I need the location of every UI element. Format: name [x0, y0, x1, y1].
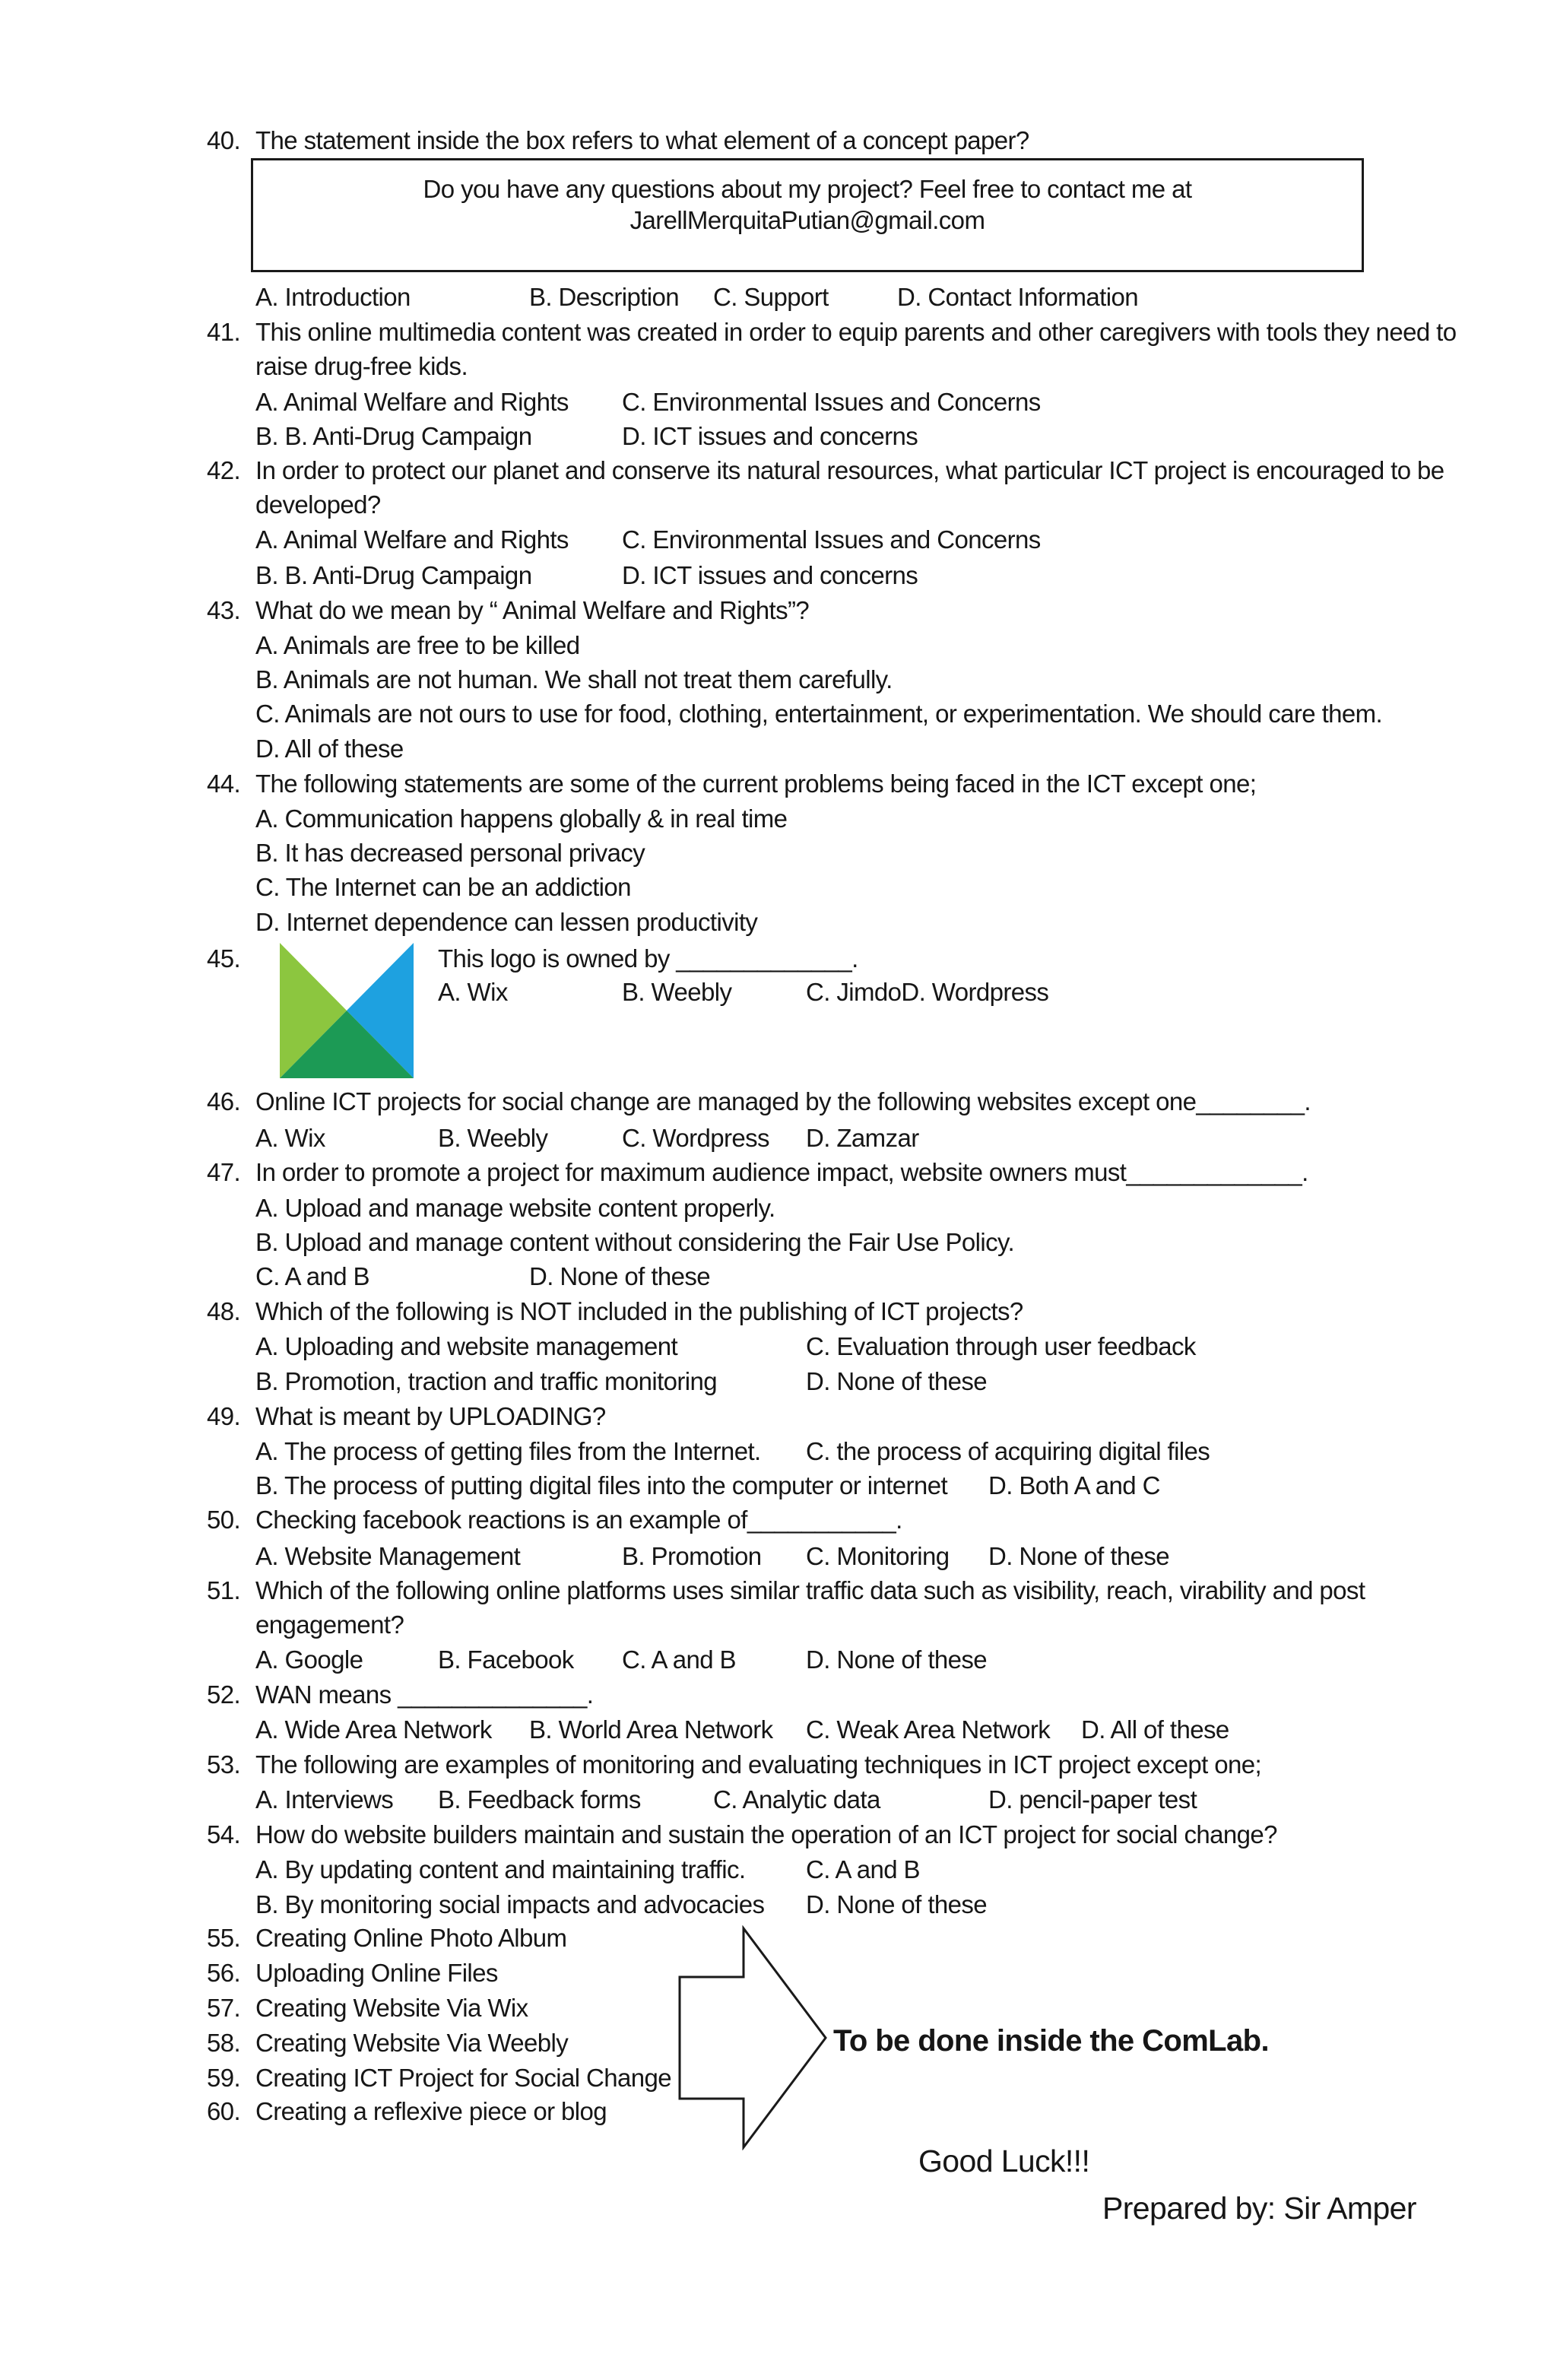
q47-option-d: D. None of these [529, 1262, 711, 1290]
q54-option-b: B. By monitoring social impacts and advocacies [255, 1890, 765, 1918]
q48-question: Which of the following is NOT included in the publishing of ICT projects? [255, 1297, 1023, 1325]
q42-question-line1: In order to protect our planet and conserve its natural resources, what particular ICT project is encouraged to be [255, 456, 1444, 484]
task-number: 59. [207, 2064, 241, 2092]
q54-option-a: A. By updating content and maintaining traffic. [255, 1855, 746, 1883]
q46-option-a: A. Wix [255, 1124, 325, 1152]
q53-option-c: C. Analytic data [713, 1785, 880, 1814]
q43-option-d: D. All of these [255, 735, 404, 763]
q44-option-b: B. It has decreased personal privacy [255, 839, 645, 867]
task-item: Creating Online Photo Album [255, 1924, 567, 1952]
q48-option-d: D. None of these [806, 1367, 988, 1395]
q52-number: 52. [207, 1680, 241, 1709]
q43-option-a: A. Animals are free to be killed [255, 631, 580, 659]
q46-question: Online ICT projects for social change are managed by the following websites except one________. [255, 1087, 1311, 1115]
q42-option-d: D. ICT issues and concerns [622, 561, 918, 589]
q50-option-a: A. Website Management [255, 1542, 521, 1570]
q45-question: This logo is owned by _____________. [438, 944, 858, 973]
q44-option-c: C. The Internet can be an addiction [255, 873, 631, 901]
task-number: 60. [207, 2097, 241, 2125]
q47-option-c: C. A and B [255, 1262, 369, 1290]
q42-question-line2: developed? [255, 490, 381, 519]
q42-option-c: C. Environmental Issues and Concerns [622, 525, 1041, 554]
task-item: Creating Website Via Weebly [255, 2029, 569, 2057]
q51-option-d: D. None of these [806, 1645, 988, 1674]
q41-option-d: D. ICT issues and concerns [622, 422, 918, 450]
q54-number: 54. [207, 1820, 241, 1848]
q50-option-d: D. None of these [988, 1542, 1170, 1570]
q52-option-b: B. World Area Network [529, 1715, 773, 1744]
q46-option-b: B. Weebly [438, 1124, 548, 1152]
q48-number: 48. [207, 1297, 241, 1325]
q44-question: The following statements are some of the current problems being faced in the ICT except one; [255, 770, 1257, 798]
q49-option-a: A. The process of getting files from the Internet. [255, 1437, 761, 1465]
q45-option-a: A. Wix [438, 978, 508, 1006]
q54-option-d: D. None of these [806, 1890, 988, 1918]
q53-question: The following are examples of monitoring and evaluating techniques in ICT project except one; [255, 1750, 1262, 1779]
q40-option-b: B. Description [529, 283, 680, 311]
q52-option-a: A. Wide Area Network [255, 1715, 492, 1744]
q41-number: 41. [207, 318, 241, 346]
prepared-by: Prepared by: Sir Amper [1102, 2191, 1416, 2226]
q43-option-c: C. Animals are not ours to use for food, clothing, entertainment, or experimentation. We should care them. [255, 700, 1383, 728]
q49-option-c: C. the process of acquiring digital files [806, 1437, 1210, 1465]
q44-number: 44. [207, 770, 241, 798]
q48-option-c: C. Evaluation through user feedback [806, 1332, 1196, 1360]
task-item: Uploading Online Files [255, 1959, 498, 1987]
q47-option-b: B. Upload and manage content without considering the Fair Use Policy. [255, 1228, 1015, 1256]
q51-option-b: B. Facebook [438, 1645, 574, 1674]
q46-option-c: C. Wordpress [622, 1124, 769, 1152]
q41-option-c: C. Environmental Issues and Concerns [622, 388, 1041, 416]
q44-option-d: D. Internet dependence can lessen productivity [255, 908, 758, 936]
q51-number: 51. [207, 1576, 241, 1604]
q52-option-d: D. All of these [1081, 1715, 1229, 1744]
q53-option-b: B. Feedback forms [438, 1785, 641, 1814]
q52-option-c: C. Weak Area Network [806, 1715, 1051, 1744]
q53-option-d: D. pencil-paper test [988, 1785, 1197, 1814]
q41-option-b: B. B. Anti-Drug Campaign [255, 422, 532, 450]
q54-question: How do website builders maintain and sustain the operation of an ICT project for social change? [255, 1820, 1277, 1848]
task-number: 57. [207, 1994, 241, 2022]
q51-option-c: C. A and B [622, 1645, 736, 1674]
right-arrow-icon [677, 1925, 829, 2150]
good-luck: Good Luck!!! [918, 2144, 1090, 2178]
q42-option-b: B. B. Anti-Drug Campaign [255, 561, 532, 589]
q51-question-line2: engagement? [255, 1610, 404, 1639]
q47-question: In order to promote a project for maximum audience impact, website owners must_____________. [255, 1158, 1308, 1186]
q50-option-c: C. Monitoring [806, 1542, 950, 1570]
task-item: Creating a reflexive piece or blog [255, 2097, 607, 2125]
task-number: 55. [207, 1924, 241, 1952]
q51-option-a: A. Google [255, 1645, 363, 1674]
q50-option-b: B. Promotion [622, 1542, 762, 1570]
q49-option-d: D. Both A and C [988, 1471, 1160, 1499]
weebly-logo-icon [280, 943, 414, 1078]
task-item: Creating ICT Project for Social Change [255, 2064, 672, 2092]
q45-option-b: B. Weebly [622, 978, 732, 1006]
q46-option-d: D. Zamzar [806, 1124, 919, 1152]
task-item: Creating Website Via Wix [255, 1994, 528, 2022]
q40-box-line1: Do you have any questions about my project? Feel free to contact me at [423, 175, 1192, 203]
q50-number: 50. [207, 1506, 241, 1534]
q45-option-c-d: C. JimdoD. Wordpress [806, 978, 1049, 1006]
comlab-note: To be done inside the ComLab. [833, 2024, 1269, 2058]
q42-number: 42. [207, 456, 241, 484]
q47-option-a: A. Upload and manage website content properly. [255, 1194, 775, 1222]
q40-number: 40. [207, 126, 241, 154]
q42-option-a: A. Animal Welfare and Rights [255, 525, 569, 554]
task-number: 56. [207, 1959, 241, 1987]
q43-option-b: B. Animals are not human. We shall not treat them carefully. [255, 665, 893, 693]
q47-number: 47. [207, 1158, 241, 1186]
q40-option-c: C. Support [713, 283, 829, 311]
q40-option-d: D. Contact Information [897, 283, 1138, 311]
q40-question: The statement inside the box refers to what element of a concept paper? [255, 126, 1029, 154]
q43-question: What do we mean by “ Animal Welfare and Rights”? [255, 596, 810, 624]
q54-option-c: C. A and B [806, 1855, 920, 1883]
q49-question: What is meant by UPLOADING? [255, 1402, 606, 1430]
q40-option-a: A. Introduction [255, 283, 411, 311]
q48-option-b: B. Promotion, traction and traffic monitoring [255, 1367, 718, 1395]
q46-number: 46. [207, 1087, 241, 1115]
q45-number: 45. [207, 944, 241, 973]
q48-option-a: A. Uploading and website management [255, 1332, 678, 1360]
q43-number: 43. [207, 596, 241, 624]
q41-option-a: A. Animal Welfare and Rights [255, 388, 569, 416]
q53-number: 53. [207, 1750, 241, 1779]
q49-number: 49. [207, 1402, 241, 1430]
task-number: 58. [207, 2029, 241, 2057]
q40-box-line2: JarellMerquitaPutian@gmail.com [629, 206, 985, 234]
q41-question-line1: This online multimedia content was created in order to equip parents and other caregivers with tools they need to [255, 318, 1457, 346]
q44-option-a: A. Communication happens globally & in real time [255, 804, 788, 833]
q49-option-b: B. The process of putting digital files into the computer or internet [255, 1471, 948, 1499]
q52-question: WAN means ______________. [255, 1680, 594, 1709]
q41-question-line2: raise drug-free kids. [255, 352, 468, 380]
q53-option-a: A. Interviews [255, 1785, 394, 1814]
q50-question: Checking facebook reactions is an example of___________. [255, 1506, 902, 1534]
q51-question-line1: Which of the following online platforms uses similar traffic data such as visibility, reach, virability and post [255, 1576, 1365, 1604]
